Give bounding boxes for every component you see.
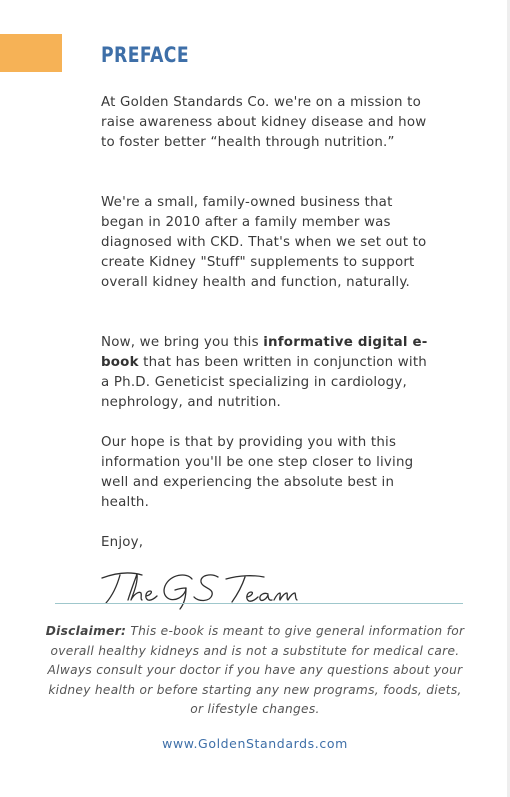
ebook-paragraph-emphasis: informative digital e-book: [101, 335, 428, 370]
disclaimer-label: Disclaimer:: [45, 624, 127, 638]
page-title: PREFACE: [101, 43, 190, 67]
hope-paragraph: Our hope is that by providing you with this information you'll be one step closer to living well and experiencing the absolute best in health.: [101, 435, 414, 510]
history-paragraph: We're a small, family-owned business that began in 2010 after a family member was diagnosed with CKD. That's when we set out to create Kidney "Stuff" supplements to support overall kidney health and function, naturally.: [101, 195, 427, 290]
signature: [98, 562, 318, 612]
divider-line: [55, 603, 463, 604]
ebook-paragraph-rest: that has been written in conjunction with a Ph.D. Geneticist specializing in cardiology, nephrology, and nutrition.: [101, 355, 427, 410]
website-link[interactable]: www.GoldenStandards.com: [162, 736, 348, 751]
closing-text: Enjoy,: [101, 535, 144, 550]
disclaimer: [40, 622, 470, 720]
disclaimer-text: This e-book is meant to give general information for overall healthy kidneys and is not a substitute for medical care. Always consult your doctor if you have any questions about your kidney health or before starting any new programs, foods, diets, or lifestyle changes.: [47, 624, 465, 716]
intro-paragraph: At Golden Standards Co. we're on a mission to raise awareness about kidney disease and how to foster better “health through nutrition.”: [101, 95, 427, 150]
ebook-paragraph: [101, 333, 431, 413]
accent-block: [0, 34, 62, 72]
ebook-paragraph-intro: Now, we bring you this: [101, 335, 264, 350]
